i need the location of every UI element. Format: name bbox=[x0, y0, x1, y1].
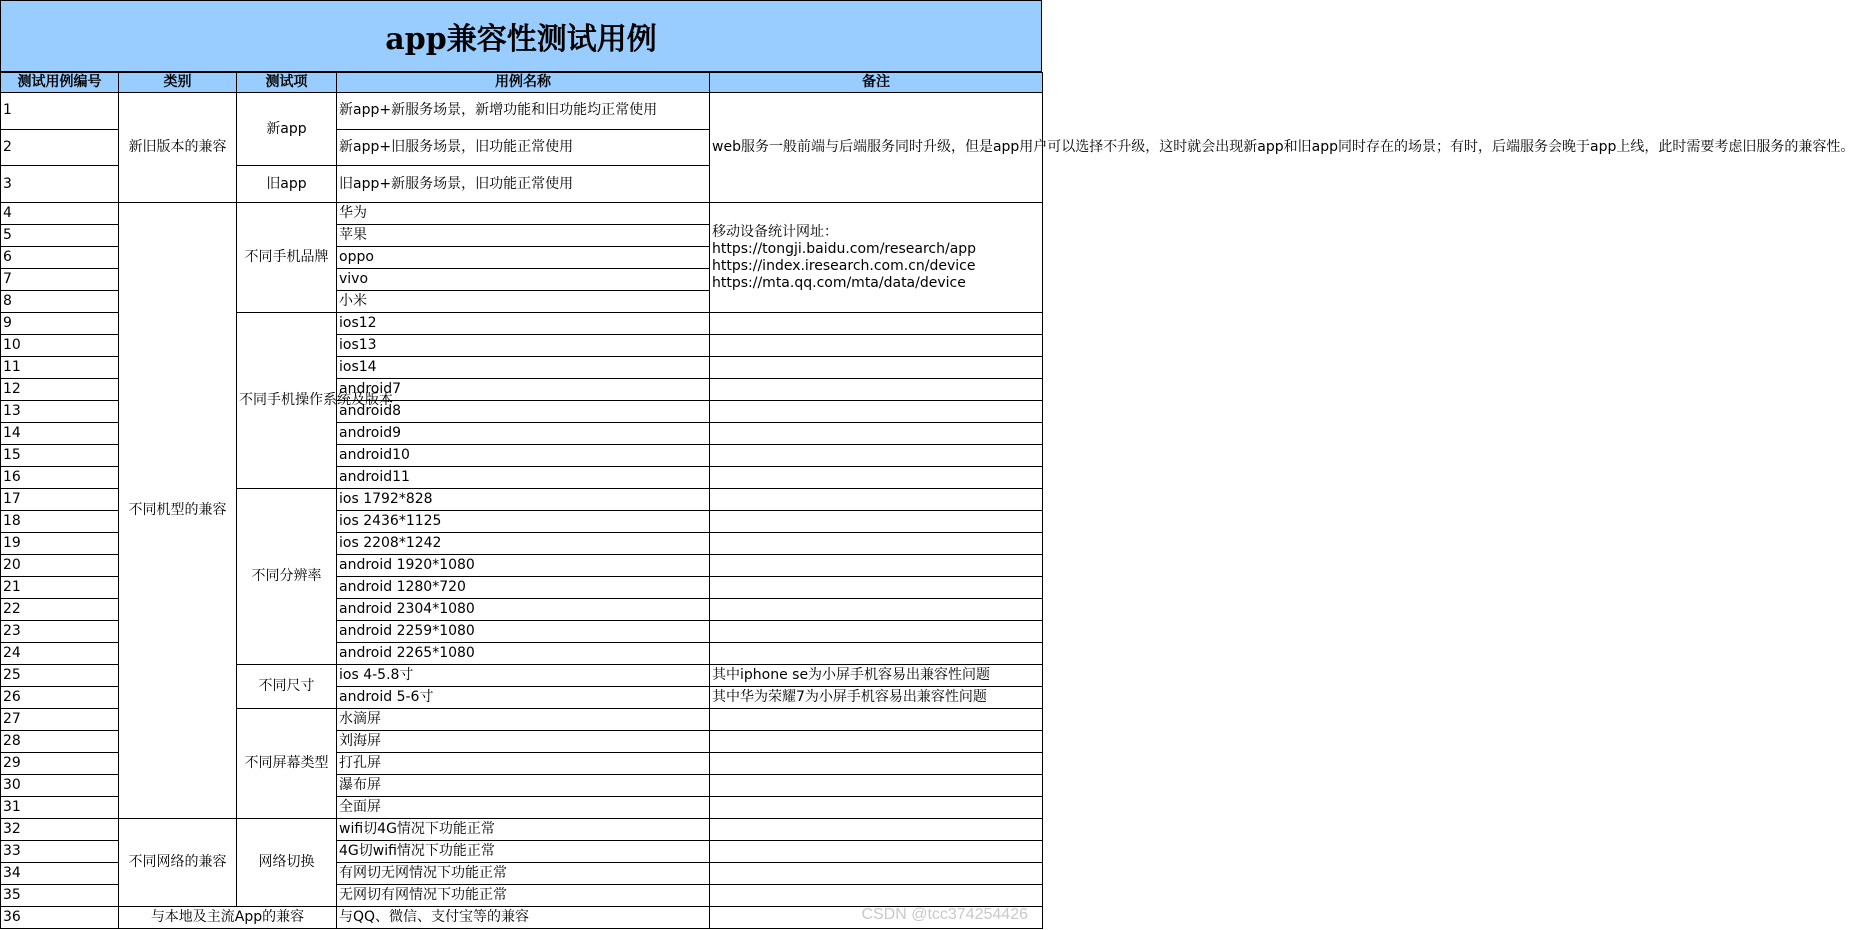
remark-empty bbox=[710, 643, 1043, 665]
case-name: 华为 bbox=[337, 203, 710, 225]
remark-empty bbox=[710, 401, 1043, 423]
remark-stats bbox=[710, 203, 1043, 313]
case-name: 新app+旧服务场景，旧功能正常使用 bbox=[337, 129, 710, 166]
case-id: 11 bbox=[1, 357, 119, 379]
remark-empty bbox=[710, 379, 1043, 401]
remark-empty bbox=[710, 621, 1043, 643]
case-name: 刘海屏 bbox=[337, 731, 710, 753]
remark-empty bbox=[710, 775, 1043, 797]
case-name: ios 2436*1125 bbox=[337, 511, 710, 533]
case-id: 26 bbox=[1, 687, 119, 709]
case-name: ios13 bbox=[337, 335, 710, 357]
item-screen: 不同屏幕类型 bbox=[237, 709, 337, 819]
case-id: 15 bbox=[1, 445, 119, 467]
case-name: android 1920*1080 bbox=[337, 555, 710, 577]
case-name: ios14 bbox=[337, 357, 710, 379]
case-name: android10 bbox=[337, 445, 710, 467]
case-id: 6 bbox=[1, 247, 119, 269]
case-id: 12 bbox=[1, 379, 119, 401]
remark-empty bbox=[710, 335, 1043, 357]
remark-empty bbox=[710, 819, 1043, 841]
case-id: 29 bbox=[1, 753, 119, 775]
header-id: 测试用例编号 bbox=[1, 73, 119, 93]
case-name: vivo bbox=[337, 269, 710, 291]
remark-size-android: 其中华为荣耀7为小屏手机容易出兼容性问题 bbox=[710, 687, 1043, 709]
case-id: 16 bbox=[1, 467, 119, 489]
remark-empty bbox=[710, 753, 1043, 775]
case-id: 28 bbox=[1, 731, 119, 753]
case-name: android 2259*1080 bbox=[337, 621, 710, 643]
watermark: CSDN @tcc374254426 bbox=[861, 906, 1028, 923]
category-version: 新旧版本的兼容 bbox=[119, 93, 237, 203]
case-name: ios12 bbox=[337, 313, 710, 335]
item-old-app: 旧app bbox=[237, 166, 337, 203]
case-name: 打孔屏 bbox=[337, 753, 710, 775]
case-id: 9 bbox=[1, 313, 119, 335]
remark-empty bbox=[710, 555, 1043, 577]
table-row bbox=[1, 93, 1043, 130]
case-name: 水滴屏 bbox=[337, 709, 710, 731]
remark-size-ios: 其中iphone se为小屏手机容易出兼容性问题 bbox=[710, 665, 1043, 687]
item-new-app: 新app bbox=[237, 93, 337, 166]
item-size: 不同尺寸 bbox=[237, 665, 337, 709]
remark-empty bbox=[710, 423, 1043, 445]
case-name: ios 2208*1242 bbox=[337, 533, 710, 555]
case-id: 33 bbox=[1, 841, 119, 863]
case-name: android7 bbox=[337, 379, 710, 401]
case-id: 25 bbox=[1, 665, 119, 687]
case-id: 5 bbox=[1, 225, 119, 247]
case-id: 24 bbox=[1, 643, 119, 665]
case-name: android 2265*1080 bbox=[337, 643, 710, 665]
category-network: 不同网络的兼容 bbox=[119, 819, 237, 907]
remark-empty bbox=[710, 511, 1043, 533]
table-row bbox=[1, 203, 1043, 225]
case-name: android9 bbox=[337, 423, 710, 445]
item-resolution: 不同分辨率 bbox=[237, 489, 337, 665]
case-name: ios 4-5.8寸 bbox=[337, 665, 710, 687]
remark-empty bbox=[710, 841, 1043, 863]
case-id: 7 bbox=[1, 269, 119, 291]
remark-empty bbox=[710, 489, 1043, 511]
case-id: 32 bbox=[1, 819, 119, 841]
stats-url: https://mta.qq.com/mta/data/device bbox=[712, 274, 966, 291]
category-device: 不同机型的兼容 bbox=[119, 203, 237, 819]
remark-empty bbox=[710, 599, 1043, 621]
case-name: 旧app+新服务场景，旧功能正常使用 bbox=[337, 166, 710, 203]
remark-empty bbox=[710, 885, 1043, 907]
case-id: 19 bbox=[1, 533, 119, 555]
stats-label: 移动设备统计网址： bbox=[712, 223, 838, 240]
remark-version: web服务一般前端与后端服务同时升级，但是app用户可以选择不升级，这时就会出现新app和旧app同时存在的场景；有时，后端服务会晚于app上线，此时需要考虑旧服务的兼容性。 bbox=[710, 93, 1043, 203]
remark-empty bbox=[710, 797, 1043, 819]
remark-empty bbox=[710, 709, 1043, 731]
case-id: 22 bbox=[1, 599, 119, 621]
case-id: 36 bbox=[1, 907, 119, 929]
remark-empty bbox=[710, 313, 1043, 335]
remark-empty bbox=[710, 863, 1043, 885]
case-name: wifi切4G情况下功能正常 bbox=[337, 819, 710, 841]
case-name: android 5-6寸 bbox=[337, 687, 710, 709]
case-name: 新app+新服务场景，新增功能和旧功能均正常使用 bbox=[337, 93, 710, 130]
case-name: 苹果 bbox=[337, 225, 710, 247]
case-name: android 2304*1080 bbox=[337, 599, 710, 621]
case-id: 21 bbox=[1, 577, 119, 599]
case-name: 无网切有网情况下功能正常 bbox=[337, 885, 710, 907]
case-id: 1 bbox=[1, 93, 119, 130]
case-id: 8 bbox=[1, 291, 119, 313]
case-name: android8 bbox=[337, 401, 710, 423]
case-name: 瀑布屏 bbox=[337, 775, 710, 797]
case-id: 35 bbox=[1, 885, 119, 907]
case-id: 27 bbox=[1, 709, 119, 731]
stats-url: https://index.iresearch.com.cn/device bbox=[712, 257, 976, 274]
case-name: android 1280*720 bbox=[337, 577, 710, 599]
case-name: 4G切wifi情况下功能正常 bbox=[337, 841, 710, 863]
case-name: 小米 bbox=[337, 291, 710, 313]
remark-empty bbox=[710, 731, 1043, 753]
remark-empty bbox=[710, 357, 1043, 379]
case-name: oppo bbox=[337, 247, 710, 269]
header-item: 测试项 bbox=[237, 73, 337, 93]
case-id: 17 bbox=[1, 489, 119, 511]
stats-url: https://tongji.baidu.com/research/app bbox=[712, 240, 977, 257]
table-row bbox=[1, 819, 1043, 841]
case-id: 20 bbox=[1, 555, 119, 577]
case-id: 4 bbox=[1, 203, 119, 225]
case-id: 18 bbox=[1, 511, 119, 533]
case-id: 3 bbox=[1, 166, 119, 203]
header-case-name: 用例名称 bbox=[337, 73, 710, 93]
case-id: 13 bbox=[1, 401, 119, 423]
case-id: 14 bbox=[1, 423, 119, 445]
header-row bbox=[1, 73, 1043, 93]
category-mainstream: 与本地及主流App的兼容 bbox=[119, 907, 337, 929]
case-name: 有网切无网情况下功能正常 bbox=[337, 863, 710, 885]
remark-empty bbox=[710, 577, 1043, 599]
case-name: android11 bbox=[337, 467, 710, 489]
item-os: 不同手机操作系统及版本 bbox=[237, 313, 337, 489]
case-id: 10 bbox=[1, 335, 119, 357]
case-id: 30 bbox=[1, 775, 119, 797]
sheet-title: app兼容性测试用例 bbox=[0, 0, 1042, 72]
case-id: 31 bbox=[1, 797, 119, 819]
case-id: 23 bbox=[1, 621, 119, 643]
case-id: 34 bbox=[1, 863, 119, 885]
item-brand: 不同手机品牌 bbox=[237, 203, 337, 313]
test-case-table bbox=[0, 72, 1854, 929]
remark-empty bbox=[710, 467, 1043, 489]
remark-empty bbox=[710, 445, 1043, 467]
header-category: 类别 bbox=[119, 73, 237, 93]
header-remark: 备注 bbox=[710, 73, 1043, 93]
case-name: ios 1792*828 bbox=[337, 489, 710, 511]
item-network: 网络切换 bbox=[237, 819, 337, 907]
remark-empty bbox=[710, 533, 1043, 555]
case-name: 全面屏 bbox=[337, 797, 710, 819]
case-name: 与QQ、微信、支付宝等的兼容 bbox=[337, 907, 710, 929]
case-id: 2 bbox=[1, 129, 119, 166]
